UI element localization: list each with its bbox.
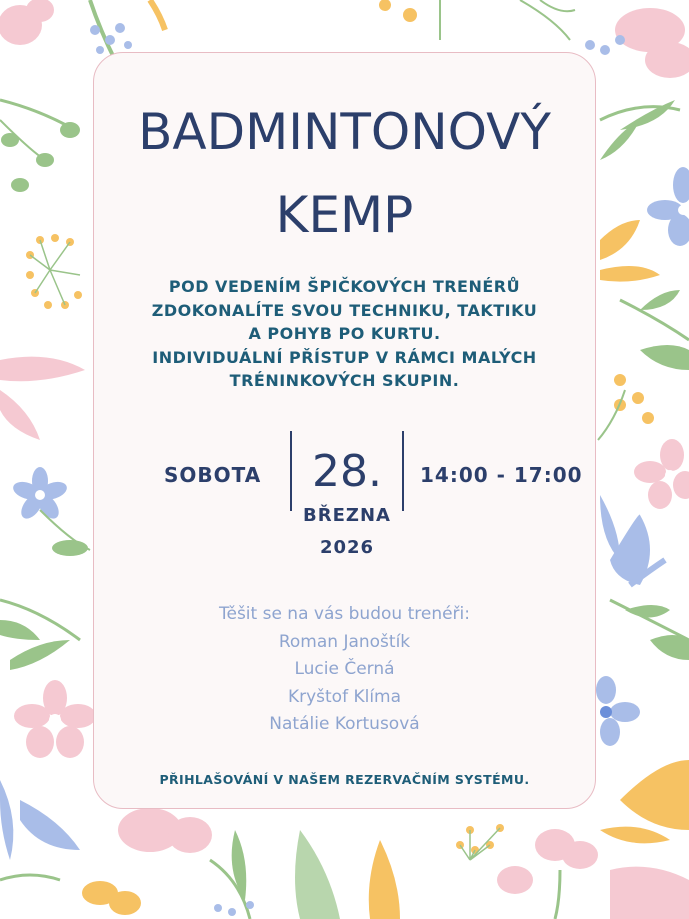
event-time: 14:00 - 17:00 xyxy=(420,463,583,487)
coaches-intro: Těšit se na vás budou trenéři: xyxy=(218,604,470,624)
event-date: 28. xyxy=(312,446,382,497)
registration-note: PŘIHLAŠOVÁNÍ V NAŠEM REZERVAČNÍM SYSTÉMU. xyxy=(159,772,530,787)
description xyxy=(124,275,565,393)
pink-flower-icon xyxy=(0,0,54,45)
coaches-list xyxy=(94,601,595,739)
poster-title-line2: KEMP xyxy=(275,186,414,244)
coach-name: Roman Janoštík xyxy=(278,631,411,652)
coach-name: Kryštof Klíma xyxy=(287,686,402,707)
coach-name: Natálie Kortusová xyxy=(269,714,420,734)
description-line: POD VEDENÍM ŠPIČKOVÝCH TRENÉRŮ xyxy=(168,277,521,296)
poster-card xyxy=(93,52,596,809)
date-divider-right xyxy=(402,431,404,511)
poster-title-line1: BADMINTONOVÝ xyxy=(138,103,551,161)
description-line: A POHYB PO KURTU. xyxy=(248,324,441,343)
description-line: TRÉNINKOVÝCH SKUPIN. xyxy=(229,371,460,390)
coach-name: Lucie Černá xyxy=(294,659,395,679)
description-line: ZDOKONALÍTE SVOU TECHNIKU, TAKTIKU xyxy=(151,300,538,320)
event-day: SOBOTA xyxy=(164,463,262,487)
event-year: 2026 xyxy=(319,537,375,558)
event-month: BŘEZNA xyxy=(303,505,391,526)
description-line: INDIVIDUÁLNÍ PŘÍSTUP V RÁMCI MALÝCH xyxy=(152,347,537,367)
